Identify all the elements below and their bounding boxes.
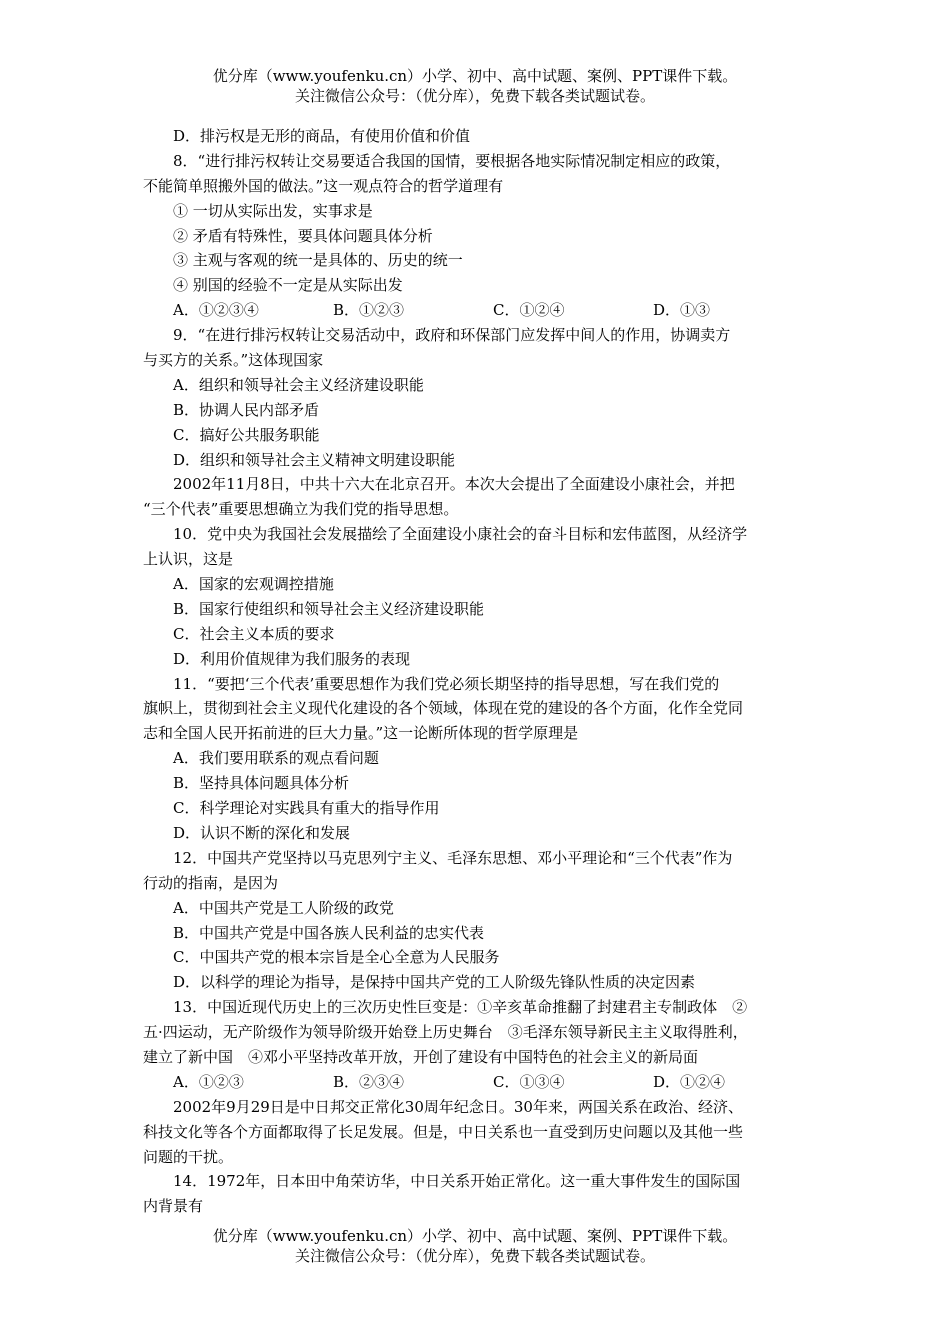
- answer-option: D．①③: [653, 301, 711, 320]
- text-line: 科技文化等各个方面都取得了长足发展。但是，中日关系也一直受到历史问题以及其他一些: [143, 1122, 744, 1141]
- text-line: 上认识，这是: [143, 550, 234, 569]
- text-line: 问题的干扰。: [143, 1147, 234, 1166]
- text-line: ① 一切从实际出发，实事求是: [173, 201, 373, 220]
- text-line: D．排污权是无形的商品，有使用价值和价值: [173, 127, 471, 145]
- answer-option: D．①②④: [653, 1072, 726, 1091]
- text-line: B．坚持具体问题具体分析: [173, 774, 350, 793]
- text-line: 2002年9月29日是中日邦交正常化30周年纪念日。30年来，两国关系在政治、经济、: [173, 1097, 743, 1116]
- text-line: A．中国共产党是工人阶级的政党: [173, 898, 394, 917]
- answer-option: C．①③④: [493, 1072, 565, 1091]
- text-line: 12．中国共产党坚持以马克思列宁主义、毛泽东思想、邓小平理论和“三个代表”作为: [173, 848, 733, 867]
- text-line: 2002年11月8日，中共十六大在北京召开。本次大会提出了全面建设小康社会，并把: [173, 475, 735, 494]
- text-line: 志和全国人民开拓前进的巨大力量。”这一论断所体现的哲学原理是: [143, 724, 579, 743]
- text-line: 行动的指南，是因为: [143, 873, 279, 892]
- answer-option: B．①②③: [333, 301, 405, 320]
- text-line: 五·四运动，无产阶级作为领导阶级开始登上历史舞台 ③毛泽东领导新民主主义取得胜利，: [143, 1023, 748, 1042]
- answer-options-row: [143, 1070, 813, 1095]
- answer-options-row: [143, 298, 813, 323]
- text-line: 内背景有: [143, 1197, 204, 1216]
- text-line: B．国家行使组织和领导社会主义经济建设职能: [173, 599, 485, 618]
- answer-option: C．①②④: [493, 301, 565, 320]
- text-line: 不能简单照搬外国的做法。”这一观点符合的哲学道理有: [143, 176, 504, 195]
- text-line: B．协调人民内部矛盾: [173, 400, 320, 419]
- page-footer: [0, 1226, 950, 1266]
- text-line: C．中国共产党的根本宗旨是全心全意为人民服务: [173, 948, 500, 967]
- text-line: 13．中国近现代历史上的三次历史性巨变是：①辛亥革命推翻了封建君主专制政体 ②: [173, 998, 748, 1017]
- header-line-2: 关注微信公众号：（优分库），免费下载各类试题试卷。: [294, 87, 655, 105]
- text-line: 14．1972年，日本田中角荣访华，中日关系开始正常化。这一重大事件发生的国际国: [173, 1172, 741, 1191]
- text-line: 旗帜上，贯彻到社会主义现代化建设的各个领域，体现在党的建设的各个方面，化作全党同: [143, 699, 744, 718]
- text-line: 10．党中央为我国社会发展描绘了全面建设小康社会的奋斗目标和宏伟蓝图，从经济学: [173, 525, 748, 544]
- header-line-1: 优分库（www.youfenku.cn）小学、初中、高中试题、案例、PPT课件下载。: [212, 67, 738, 85]
- text-line: D．组织和领导社会主义精神文明建设职能: [173, 450, 456, 469]
- answer-option: A．①②③: [173, 1072, 244, 1091]
- text-line: D．利用价值规律为我们服务的表现: [173, 649, 411, 668]
- text-line: D．以科学的理论为指导，是保持中国共产党的工人阶级先锋队性质的决定因素: [173, 973, 696, 992]
- document-body: [143, 124, 813, 1219]
- page-header: [0, 66, 950, 106]
- text-line: 与买方的关系。”这体现国家: [143, 351, 324, 370]
- text-line: D．认识不断的深化和发展: [173, 823, 351, 842]
- text-line: ② 矛盾有特殊性，要具体问题具体分析: [173, 226, 433, 245]
- text-line: “三个代表”重要思想确立为我们党的指导思想。: [143, 500, 459, 519]
- text-line: C．社会主义本质的要求: [173, 624, 335, 643]
- text-line: 8．“进行排污权转让交易要适合我国的国情，要根据各地实际情况制定相应的政策，: [173, 151, 731, 170]
- footer-line-2: 关注微信公众号：（优分库），免费下载各类试题试卷。: [294, 1247, 655, 1265]
- text-line: C．搞好公共服务职能: [173, 425, 320, 444]
- text-line: C．科学理论对实践具有重大的指导作用: [173, 799, 440, 818]
- text-line: A．组织和领导社会主义经济建设职能: [173, 375, 424, 394]
- text-line: 建立了新中国 ④邓小平坚持改革开放，开创了建设有中国特色的社会主义的新局面: [143, 1047, 699, 1066]
- answer-option: B．②③④: [333, 1072, 405, 1091]
- answer-option: A．①②③④: [173, 301, 259, 320]
- footer-line-1: 优分库（www.youfenku.cn）小学、初中、高中试题、案例、PPT课件下载。: [212, 1227, 738, 1245]
- text-line: A．我们要用联系的观点看问题: [173, 749, 379, 768]
- text-line: ④ 别国的经验不一定是从实际出发: [173, 276, 403, 295]
- text-line: B．中国共产党是中国各族人民利益的忠实代表: [173, 923, 485, 942]
- text-line: 11．“要把‘三个代表’重要思想作为我们党必须长期坚持的指导思想，写在我们党的: [173, 674, 720, 693]
- text-line: ③ 主观与客观的统一是具体的、历史的统一: [173, 251, 463, 270]
- text-line: A．国家的宏观调控措施: [173, 575, 334, 594]
- text-line: 9．“在进行排污权转让交易活动中，政府和环保部门应发挥中间人的作用，协调卖方: [173, 326, 731, 345]
